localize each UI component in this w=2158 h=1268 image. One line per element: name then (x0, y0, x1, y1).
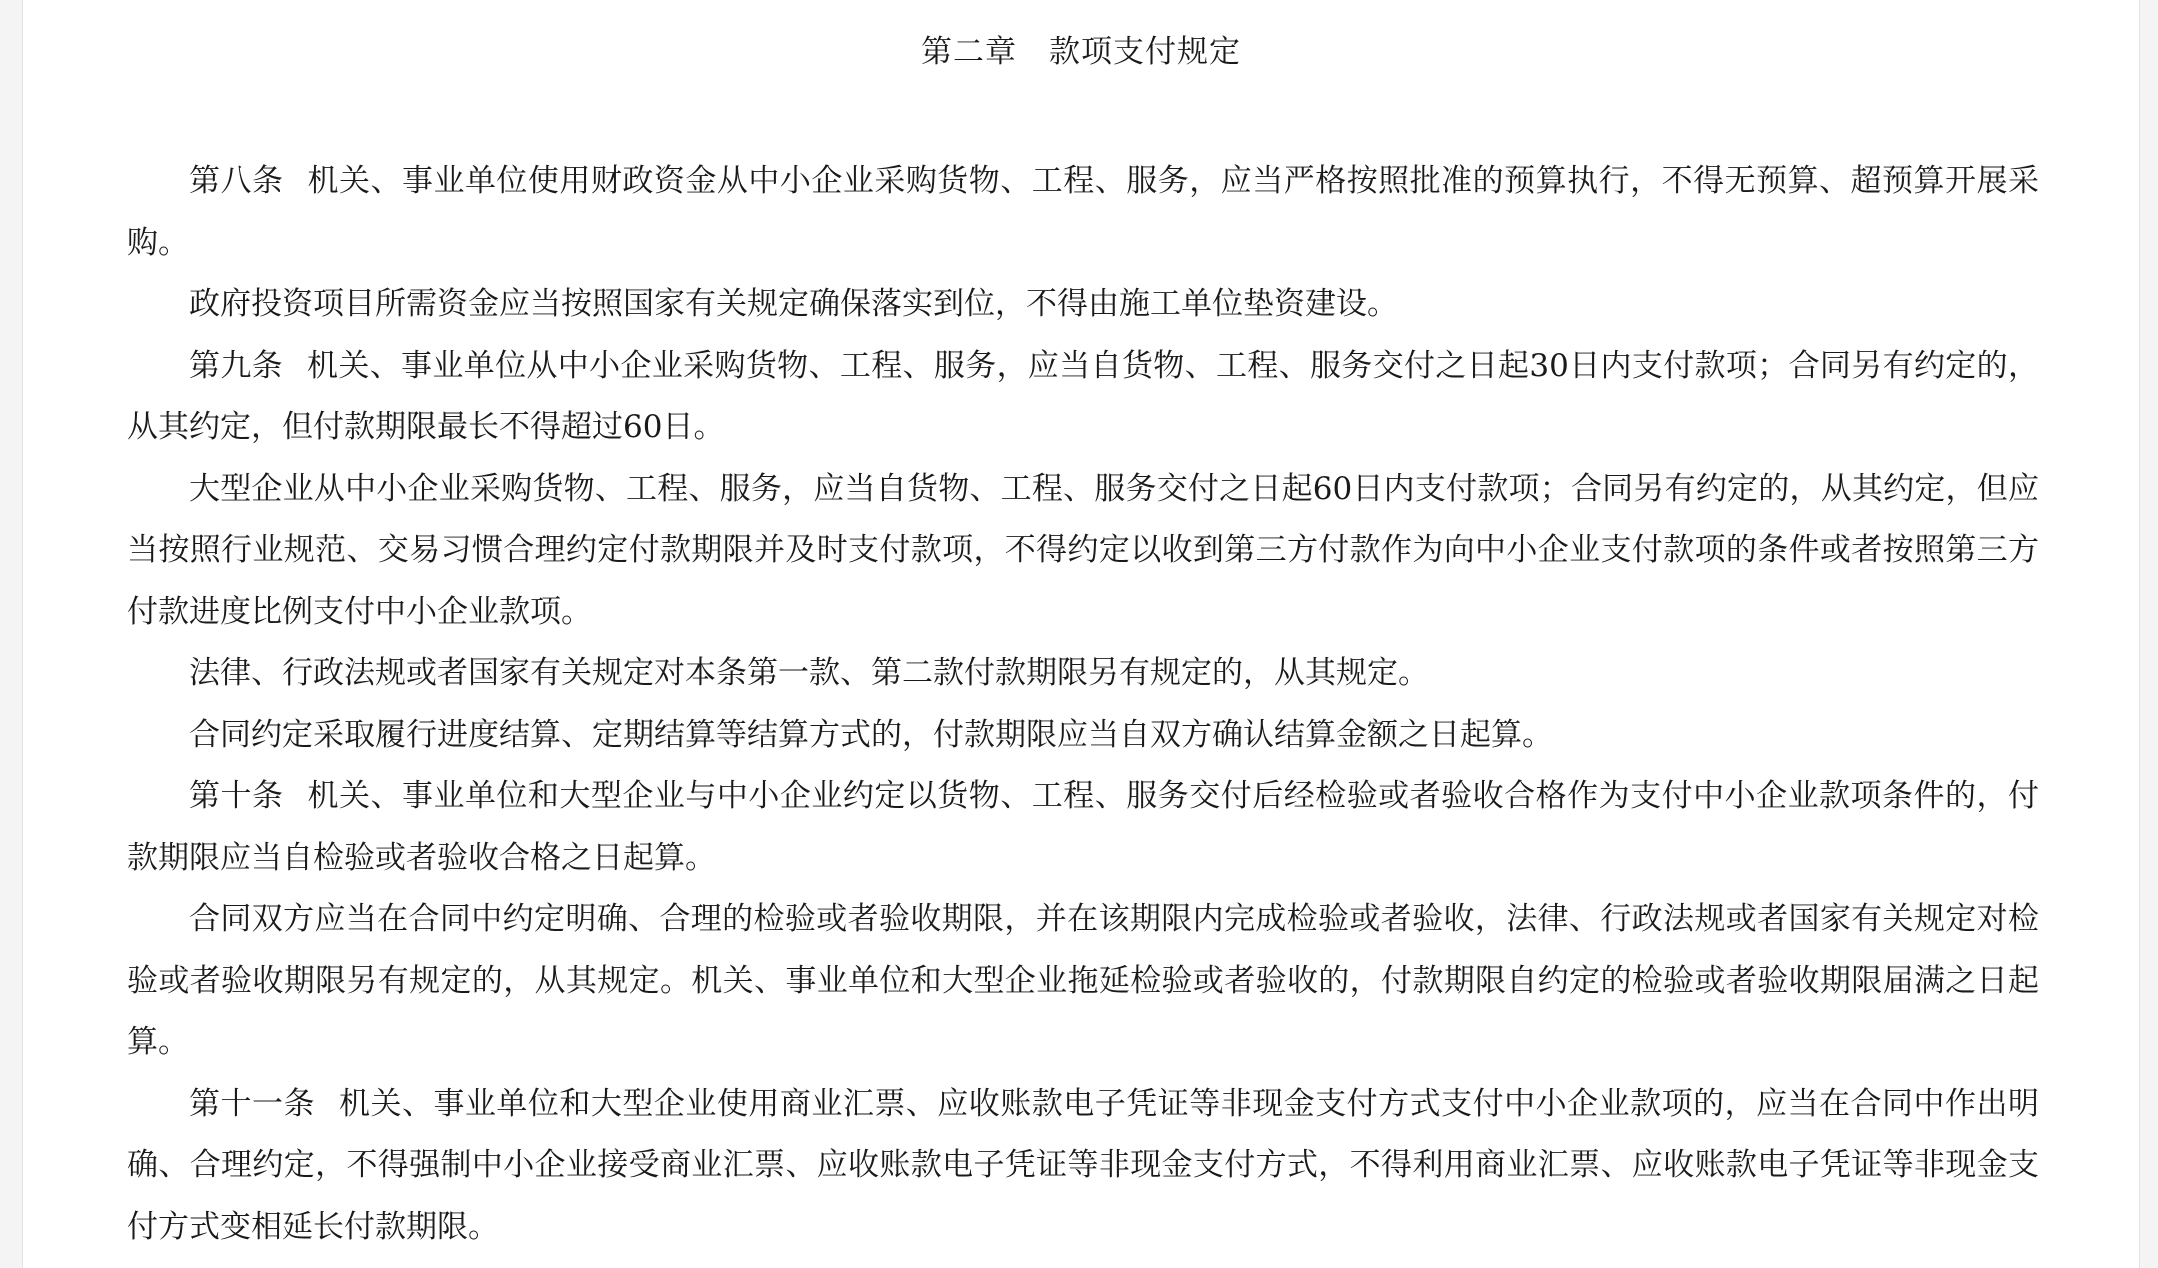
paragraph-article-9 (127, 336, 2039, 459)
paragraph-text: 机关、事业单位使用财政资金从中小企业采购货物、工程、服务，应当严格按照批准的预算执行，不得无预算、超预算开展采购。 (127, 163, 2040, 261)
document-page (22, 0, 2140, 1268)
paragraph-text: 机关、事业单位从中小企业采购货物、工程、服务，应当自货物、工程、服务交付之日起30日内支付款项；合同另有约定的，从其约定，但付款期限最长不得超过60日。 (127, 347, 2039, 445)
paragraph-text: 法律、行政法规或者国家有关规定对本条第一款、第二款付款期限另有规定的，从其规定。 (189, 655, 1429, 691)
paragraph (127, 274, 2039, 336)
paragraph (127, 643, 2039, 705)
paragraph (127, 889, 2039, 1074)
paragraph-article-10 (127, 766, 2039, 889)
paragraph (127, 459, 2039, 644)
paragraph-text: 合同双方应当在合同中约定明确、合理的检验或者验收期限，并在该期限内完成检验或者验收，法律、行政法规或者国家有关规定对检验或者验收期限另有规定的，从其规定。机关、事业单位和大型企业拖延检验或者验收的，付款期限自约定的检验或者验收期限届满之日起算。 (127, 901, 2039, 1060)
paragraph-article-11 (127, 1074, 2039, 1259)
paragraph-text: 机关、事业单位和大型企业使用商业汇票、应收账款电子凭证等非现金支付方式支付中小企业款项的，应当在合同中作出明确、合理约定，不得强制中小企业接受商业汇票、应收账款电子凭证等非现金支付方式，不得利用商业汇票、应收账款电子凭证等非现金支付方式变相延长付款期限。 (127, 1085, 2039, 1245)
article-number: 第十一条 (189, 1085, 315, 1122)
document-body (127, 151, 2039, 1258)
paragraph (127, 705, 2039, 767)
chapter-title: 第二章 款项支付规定 (921, 34, 1241, 70)
paragraph-text: 政府投资项目所需资金应当按照国家有关规定确保落实到位，不得由施工单位垫资建设。 (189, 286, 1398, 322)
article-number: 第八条 (189, 163, 284, 199)
article-number: 第十条 (189, 778, 284, 814)
paragraph-article-8 (127, 151, 2039, 274)
article-number: 第九条 (189, 347, 284, 384)
paragraph-text: 大型企业从中小企业采购货物、工程、服务，应当自货物、工程、服务交付之日起60日内支付款项；合同另有约定的，从其约定，但应当按照行业规范、交易习惯合理约定付款期限并及时支付款项，不得约定以收到第三方付款作为向中小企业支付款项的条件或者按照第三方付款进度比例支付中小企业款项。 (127, 470, 2039, 630)
paragraph-text: 合同约定采取履行进度结算、定期结算等结算方式的，付款期限应当自双方确认结算金额之日起算。 (189, 716, 1553, 753)
paragraph-text: 机关、事业单位和大型企业与中小企业约定以货物、工程、服务交付后经检验或者验收合格作为支付中小企业款项条件的，付款期限应当自检验或者验收合格之日起算。 (127, 778, 2040, 876)
